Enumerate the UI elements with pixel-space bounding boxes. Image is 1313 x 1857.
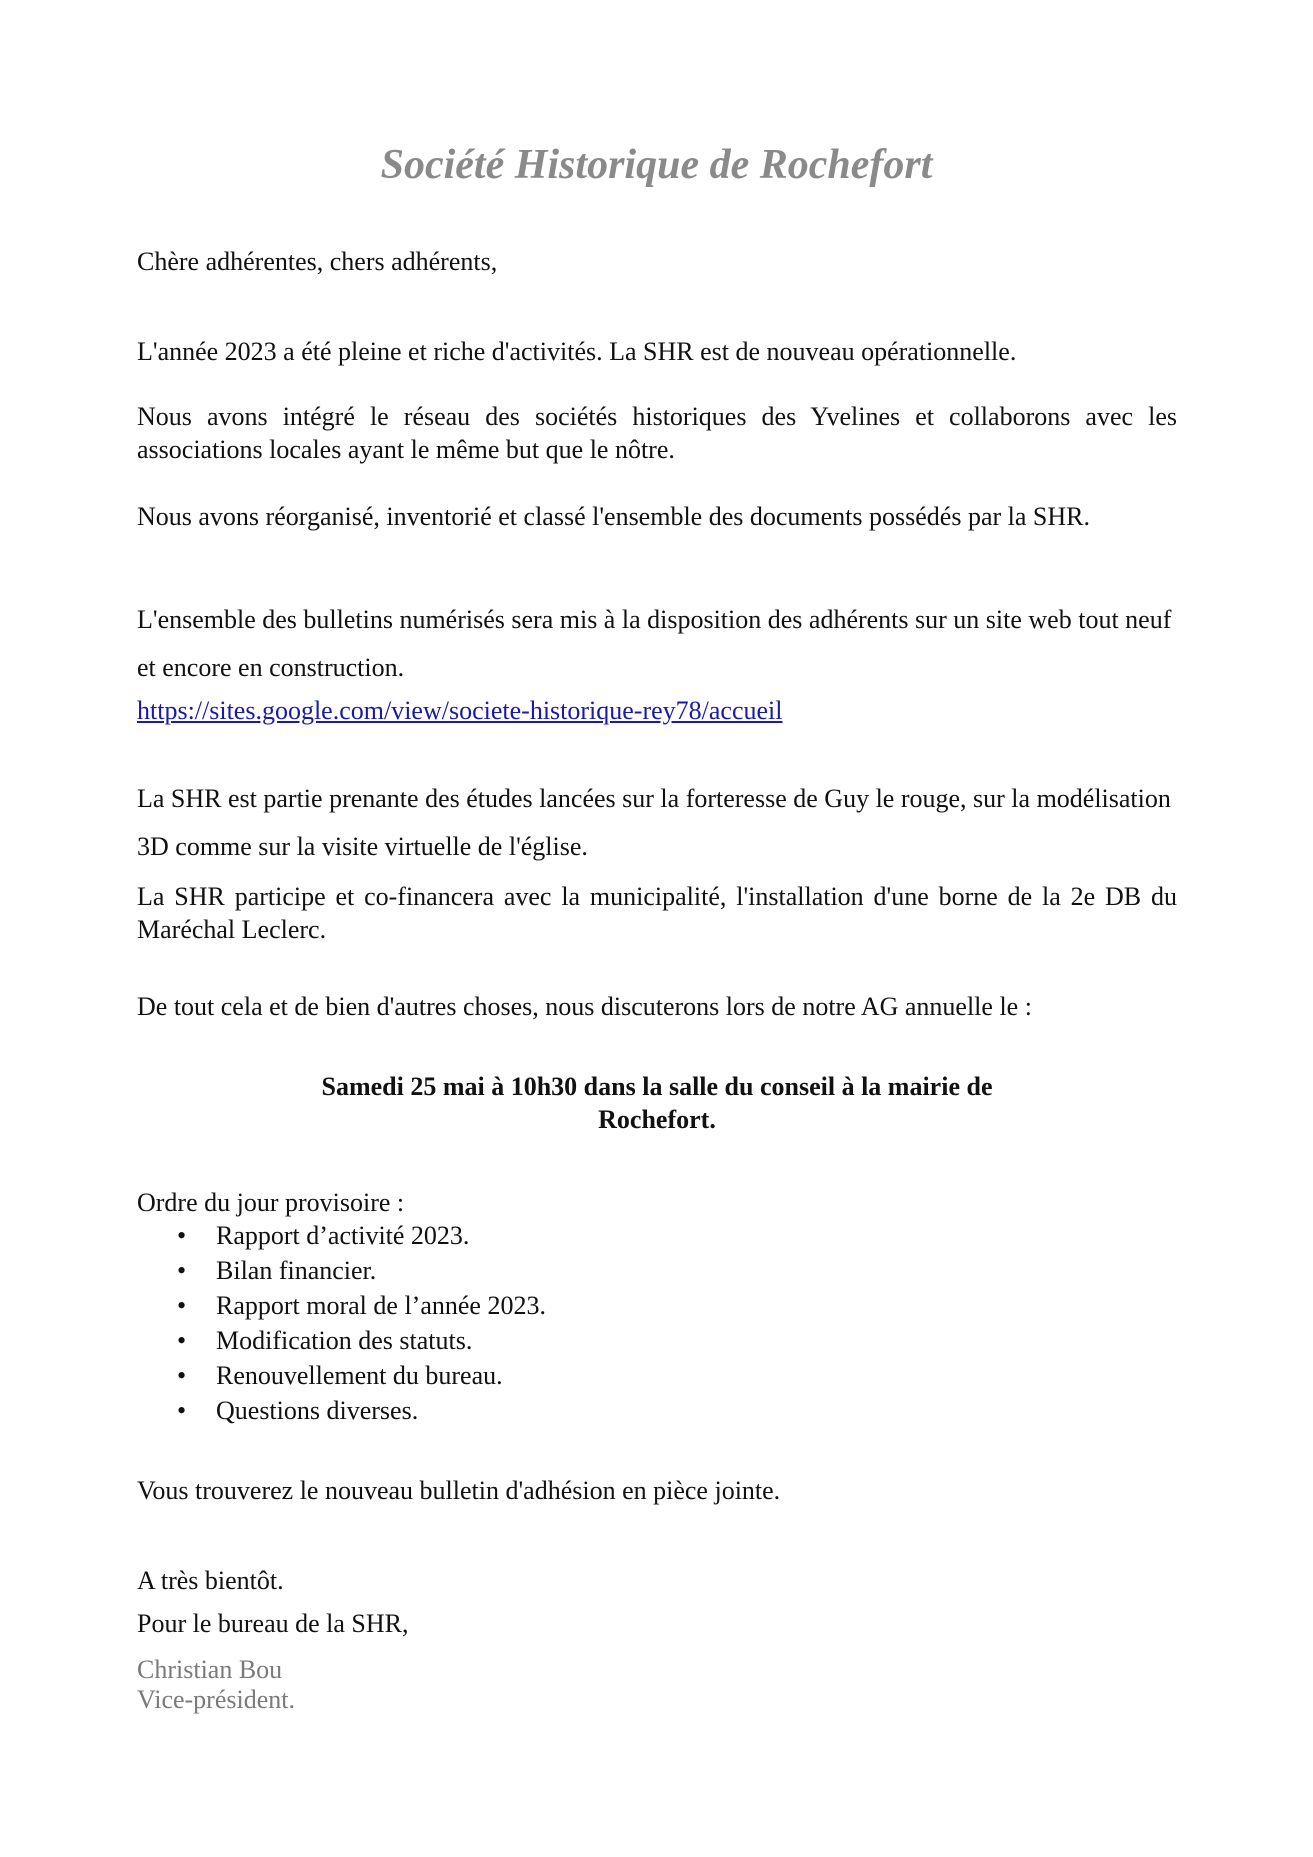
website-link-line <box>137 694 1177 727</box>
bullet-icon: • <box>177 1396 187 1425</box>
signatory-name: Christian Bou <box>137 1655 283 1684</box>
bullet-icon: • <box>177 1221 187 1250</box>
paragraph-website: L'ensemble des bulletins numérisés sera mis à la disposition des adhérents sur un site web tout neuf et encore en construction. <box>137 605 1172 682</box>
agenda-item <box>137 1358 1177 1393</box>
agenda-item-label: Bilan financier. <box>216 1256 377 1285</box>
bullet-icon: • <box>177 1256 187 1285</box>
website-link[interactable]: https://sites.google.com/view/societe-historique-rey78/accueil <box>137 696 783 725</box>
meeting-line-1: Samedi 25 mai à 10h30 dans la salle du conseil à la mairie de <box>321 1072 993 1101</box>
agenda-item <box>137 1218 1177 1253</box>
agenda-item <box>137 1288 1177 1323</box>
agenda-item <box>137 1393 1177 1428</box>
paragraph-inventory: Nous avons réorganisé, inventorié et classé l'ensemble des documents possédés par la SHR. <box>137 502 1090 531</box>
signature-block <box>137 1655 1177 1715</box>
agenda-heading: Ordre du jour provisoire : <box>137 1188 405 1217</box>
agenda-item-label: Rapport moral de l’année 2023. <box>216 1291 546 1320</box>
paragraph-studies: La SHR est partie prenante des études lancées sur la forteresse de Guy le rouge, sur la modélisation 3D comme sur la visite virtuelle de l'église. <box>137 784 1171 861</box>
agenda-item-label: Modification des statuts. <box>216 1326 473 1355</box>
meeting-details <box>137 1070 1177 1136</box>
agenda-item-label: Rapport d’activité 2023. <box>216 1221 470 1250</box>
paragraph-memorial: La SHR participe et co-financera avec la municipalité, l'installation d'une borne de la 2e DB du Maréchal Leclerc. <box>137 882 1177 944</box>
meeting-line-2: Rochefort. <box>598 1105 716 1134</box>
agenda-item-label: Questions diverses. <box>216 1396 419 1425</box>
bullet-icon: • <box>177 1361 187 1390</box>
signatory-role: Vice-président. <box>137 1685 295 1714</box>
agenda-item <box>137 1323 1177 1358</box>
paragraph-activities: L'année 2023 a été pleine et riche d'activités. La SHR est de nouveau opérationnelle. <box>137 337 1017 366</box>
sign-off: Pour le bureau de la SHR, <box>137 1609 409 1638</box>
paragraph-general-assembly: De tout cela et de bien d'autres choses, nous discuterons lors de notre AG annuelle le : <box>137 992 1032 1021</box>
paragraph-network: Nous avons intégré le réseau des sociétés historiques des Yvelines et collaborons avec les associations locales ayant le même but que le nôtre. <box>137 402 1177 464</box>
document-title: Société Historique de Rochefort <box>380 142 933 188</box>
agenda-item <box>137 1253 1177 1288</box>
greeting: Chère adhérentes, chers adhérents, <box>137 247 498 276</box>
attachment-note: Vous trouverez le nouveau bulletin d'adhésion en pièce jointe. <box>137 1476 781 1505</box>
agenda-item-label: Renouvellement du bureau. <box>216 1361 503 1390</box>
agenda-list <box>137 1218 1177 1428</box>
closing: A très bientôt. <box>137 1566 284 1595</box>
bullet-icon: • <box>177 1291 187 1320</box>
bullet-icon: • <box>177 1326 187 1355</box>
